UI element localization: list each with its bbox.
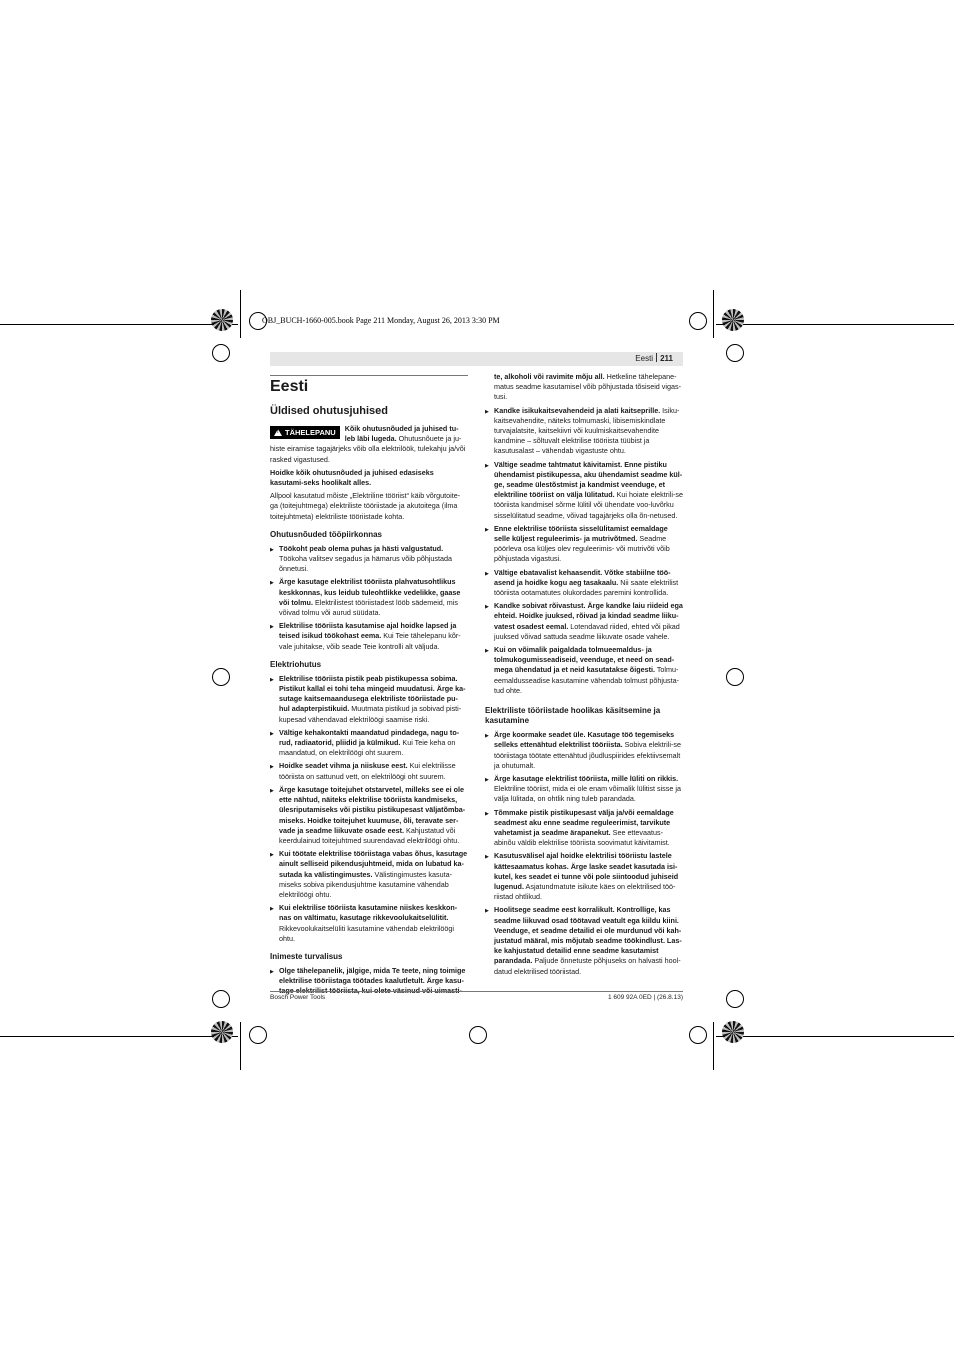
item-text: Välistingimustes kasuta-miseks sobiva pikendusjuhtme kasutamine vähendab elektrilöögi ohtu. xyxy=(279,869,452,899)
item-bold: Kui elektrilise tööriista kasutamine niiskes keskkon-nas on vältimatu, kasutage rikkevoolukaitselülitit. xyxy=(279,903,458,923)
crop-mark xyxy=(713,290,714,338)
item-text: Tolmu-eemaldusseadise kasutamine vähendab tolmust põhjusta-tud ohte. xyxy=(494,665,679,695)
registration-mark-icon xyxy=(211,1021,233,1043)
keep-instructions-text: Hoidke kõik ohutusnõuded ja juhised edasiseks kasutami-seks hoolikalt alles. xyxy=(270,467,434,488)
item-text: Kui Teie keha on maandatud, on elektrilöögi oht suurem. xyxy=(279,738,456,758)
list-item xyxy=(485,905,683,976)
keep-instructions xyxy=(270,468,468,488)
target-mark-icon xyxy=(212,990,230,1008)
list-item xyxy=(485,601,683,642)
warning-badge xyxy=(270,426,340,439)
list-item xyxy=(270,903,468,944)
page-number: 211 xyxy=(660,354,673,363)
item-bold: Elektrilise tööriista kasutamise ajal hoidke lapsed ja teised isikud töökohast eema. xyxy=(279,621,457,641)
list-item xyxy=(270,849,468,900)
list-item xyxy=(270,674,468,725)
warning-text: Ohutusnõuete ja ju-histe eiramise tagajärjeks võib olla elektrilöök, tulekahju ja/või rasked vigastused. xyxy=(270,434,466,464)
list-item xyxy=(485,460,683,521)
target-mark-icon xyxy=(249,1026,267,1044)
item-text: Kui elektrilisse tööriista on sattunud vett, on elektrilöögi oht suurem. xyxy=(279,761,456,781)
bullet-list xyxy=(270,674,468,944)
page-title: Eesti xyxy=(270,378,309,395)
item-text: Nii saate elektrilist tööriista ootamatutes olukordades paremini kontrollida. xyxy=(494,577,679,598)
page-header xyxy=(270,352,683,366)
item-bold: Kandke isikukaitsevahendeid ja alati kaitseprille. xyxy=(494,405,661,415)
item-text: Sobiva elektrili-se tööriistaga töötate ettenähtud jõudluspiirides efektiivsemalt ja ohutumalt. xyxy=(494,740,681,770)
list-item xyxy=(485,524,683,565)
list-item xyxy=(270,785,468,846)
item-text: Isiku-kaitsevahendite, näiteks tolmumaski, libisemiskindlate turvajalatsite, kaitsekiivri või kuulmiskaitsevahendite kandmine – sõltuvalt elektrilise tööriista tüübist ja kasutusalast – vähendab vigastuste ohtu. xyxy=(494,405,680,456)
crop-mark xyxy=(0,1036,238,1037)
warning-label: TÄHELEPANU xyxy=(285,428,336,437)
item-bold: Vältige ebatavalist kehaasendit. Võtke stabiilne töö-asend ja hoidke kogu aeg tasakaalu. xyxy=(494,567,671,587)
list-item xyxy=(485,568,683,599)
item-text: Muutmata pistikud ja sobivad pisti-kupesad vähendavad elektrilöögi saamise riski. xyxy=(279,704,462,724)
item-bold: Kasutusvälisel ajal hoidke elektrilisi tööriistu lastele kättesaamatus kohas. Ärge laske seadet kasutada isi-kutel, kes seadet ei tunne või pole siintoodud juhiseid lugenud. xyxy=(494,851,679,891)
list-item xyxy=(270,544,468,575)
item-text: Kui Teie tähelepanu kõr-vale juhitakse, võib seade Teie kontrolli alt väljuda. xyxy=(279,631,461,651)
list-item xyxy=(270,621,468,652)
section-heading: Inimeste turvalisus xyxy=(270,951,343,961)
item-bold: Ärge koormake seadet üle. Kasutage töö tegemiseks selleks ettenähtud elektrilist tööriista. xyxy=(494,730,675,750)
item-text: See ettevaatus-abinõu väldib elektrilise tööriista soovimatut käivitamist. xyxy=(494,827,670,848)
header-language: Eesti xyxy=(635,354,654,363)
item-bold: Hoolitsege seadme eest korralikult. Kontrollige, kas seadme liikuvad osad töötavad veatult ega kiildu kiini. Veenduge, et seadme detailid ei ole murdunud või kah-justatud määral, mis mõjutab seadme töökindlust. Las-ke kahjustatud detailid enne seadme kasutamist parandada. xyxy=(494,905,682,966)
item-text: Elektriline tööriist, mida ei ole enam võimalik lülitist sisse ja välja lülitada, on ohtlik ning tuleb parandada. xyxy=(494,784,681,804)
item-text: Kui hoiate elektrili-se tööriista kandmisel sõrme lülitil või ühendate voo-luvõrku sisselülitatud seadme, võivad tagajärjeks olla õn-netused. xyxy=(494,490,683,520)
list-item xyxy=(485,730,683,771)
item-text: Seadme pöörleva osa küljes olev reguleerimis- või mutrivõti võib põhjustada vigastusi. xyxy=(494,534,670,564)
list-item xyxy=(485,774,683,805)
item-bold: Elektrilise tööriista pistik peab pistikupessa sobima. Pistikut kallal ei tohi teha mingeid muudatusi. Ärge ka-sutage kaitsemaandusega elektriliste tööriistade pu-hul adapterpistikuid. xyxy=(279,673,466,714)
header-separator xyxy=(656,353,657,362)
bullet-list xyxy=(485,730,683,977)
crop-mark xyxy=(240,290,241,338)
target-mark-icon xyxy=(689,312,707,330)
print-slug: OBJ_BUCH-1660-005.book Page 211 Monday, August 26, 2013 3:30 PM xyxy=(262,316,500,325)
warning-paragraph xyxy=(270,424,468,465)
item-bold: Vältige seadme tahtmatut käivitamist. Enne pistiku ühendamist pistikupessa, aku ühendamist seadme kül-ge, seadme ülestõstmist ja kandmist veenduge, et elektriline tööriist on välja lülitatud. xyxy=(494,459,683,500)
list-item xyxy=(270,728,468,759)
target-mark-icon xyxy=(212,344,230,362)
footer-rule xyxy=(270,991,683,992)
item-bold: Töökoht peab olema puhas ja hästi valgustatud. xyxy=(279,543,444,553)
list-item xyxy=(485,851,683,902)
item-bold: Vältige kehakontakti maandatud pindadega, nagu to-rud, radiaatorid, pliidid ja külmikud. xyxy=(279,727,460,748)
definition-paragraph: Allpool kasutatud mõiste „Elektriline tööriist“ käib võrgutoite-ga (toitejuhtmega) elektriliste tööriistade ja akutoitega (ilma toitejuhtmeta) elektriliste tööriistade kohta. xyxy=(270,491,461,521)
title-rule xyxy=(270,375,468,376)
warning-bold: Kõik ohutusnõuded ja juhised tu-leb läbi lugeda. xyxy=(344,424,459,444)
section-heading: Elektriohutus xyxy=(270,659,322,669)
item-text: Töökoha valitsev segadus ja hämarus võib põhjustada õnnetusi. xyxy=(279,554,453,574)
item-bold: Enne elektrilise tööriista sisselülitamist eemaldage selle küljest reguleerimis- ja mutrivõtmed. xyxy=(494,523,668,544)
header-text xyxy=(635,353,673,365)
item-text: Elektrilistest tööriistadest lööb sädemeid, mis võivad tolmu või aurud süüdata. xyxy=(279,597,458,618)
item-text: Lotendavad riided, ehted või pikad juuksed võivad sattuda seadme liikuvate osade vahele. xyxy=(494,621,680,641)
footer-right: 1 609 92A 0ED | (26.8.13) xyxy=(607,994,683,1001)
item-bold: Ärge kasutage toitejuhet otstarvetel, milleks see ei ole ette nähtud, näiteks elektrilise tööriista kandmiseks, ülesriputamiseks või pistiku pistikupesast väljatõmba-miseks. Hoidke toitejuhet kuumuse, õli, teravate ser-vade ja seadme liikuvate osade eest. xyxy=(279,784,466,835)
item-text: Hetkeline tähelepane-matus seadme kasutamisel võib põhjustada tõsiseid vigas-tusi. xyxy=(494,372,681,402)
item-bold: Olge tähelepanelik, jälgige, mida Te teete, ning toimige elektrilise tööriistaga töötades kaalutletult. Ärge kasu- xyxy=(279,965,466,986)
footer-left: Bosch Power Tools xyxy=(270,994,326,1001)
list-item xyxy=(485,406,683,457)
list-item xyxy=(485,645,683,696)
target-mark-icon xyxy=(689,1026,707,1044)
section-heading: Elektriliste tööriistade hoolikas käsitsemine ja kasutamine xyxy=(485,706,661,726)
target-mark-icon xyxy=(212,668,230,686)
target-mark-icon xyxy=(726,344,744,362)
target-mark-icon xyxy=(726,990,744,1008)
item-text: Rikkevoolukaitselüliti kasutamine vähendab elektrilöögi ohtu. xyxy=(279,923,454,943)
item-text: Paljude õnnetuste põhjuseks on halvasti hool-datud elektrilised tööriistad. xyxy=(494,956,681,976)
target-mark-icon xyxy=(726,668,744,686)
warning-triangle-icon xyxy=(274,429,282,436)
bullet-list xyxy=(270,544,468,652)
section-heading: Ohutusnõuded tööpiirkonnas xyxy=(270,529,382,539)
crop-mark xyxy=(716,1036,954,1037)
item-text: Asjatundmatute isikute käes on elektrilised töö-riistad ohtlikud. xyxy=(494,881,676,902)
item-text: Kahjustatud või keerdulainud toitejuhtmed suurendavad elektrilöögi ohtu. xyxy=(279,825,460,845)
target-mark-icon xyxy=(469,1026,487,1044)
item-bold: Kui on võimalik paigaldada tolmueemaldus- ja tolmukogumisseadiseid, veenduge, et need on sead-mega ühendatud ja et neid kasutatakse õigesti. xyxy=(494,645,675,675)
registration-mark-icon xyxy=(722,1021,744,1043)
item-bold: Kandke sobivat rõivastust. Ärge kandke laiu riideid ega ehteid. Hoidke juuksed, rõivad ja kindad seadme liiku-vatest osadest eemal. xyxy=(494,601,683,631)
list-item xyxy=(270,577,468,618)
crop-mark xyxy=(240,1022,241,1070)
registration-mark-icon xyxy=(722,309,744,331)
item-bold: Hoidke seadet vihma ja niiskuse eest. xyxy=(279,761,408,771)
bullet-list xyxy=(485,406,683,696)
continuation-paragraph xyxy=(485,372,683,403)
list-item xyxy=(485,808,683,849)
item-bold: Tõmmake pistik pistikupesast välja ja/või eemaldage seadmest aku enne seadme reguleerimist, tarvikute vahetamist ja seadme ärapanekut. xyxy=(494,807,674,837)
item-bold: Ärge kasutage elektrilist tööriista plahvatusohtlikus keskkonnas, kus leidub tuleohtlikke vedelikke, gaase või tolmu. xyxy=(279,577,461,607)
item-bold: te, alkoholi või ravimite mõju all. xyxy=(494,372,605,381)
section-title: Üldised ohutusjuhised xyxy=(270,405,388,417)
item-bold: Kui töötate elektrilise tööriistaga vabas õhus, kasutage ainult selliseid pikendusjuhtmeid, mida on lubatud ka-sutada ka välistingimustes. xyxy=(279,849,468,879)
crop-mark xyxy=(0,324,238,325)
item-bold: Ärge kasutage elektrilist tööriista, mille lüliti on rikkis. xyxy=(494,773,679,783)
registration-mark-icon xyxy=(211,309,233,331)
crop-mark xyxy=(716,324,954,325)
left-column xyxy=(270,378,468,1000)
crop-mark xyxy=(713,1022,714,1070)
right-column xyxy=(485,372,683,980)
list-item xyxy=(270,761,468,781)
